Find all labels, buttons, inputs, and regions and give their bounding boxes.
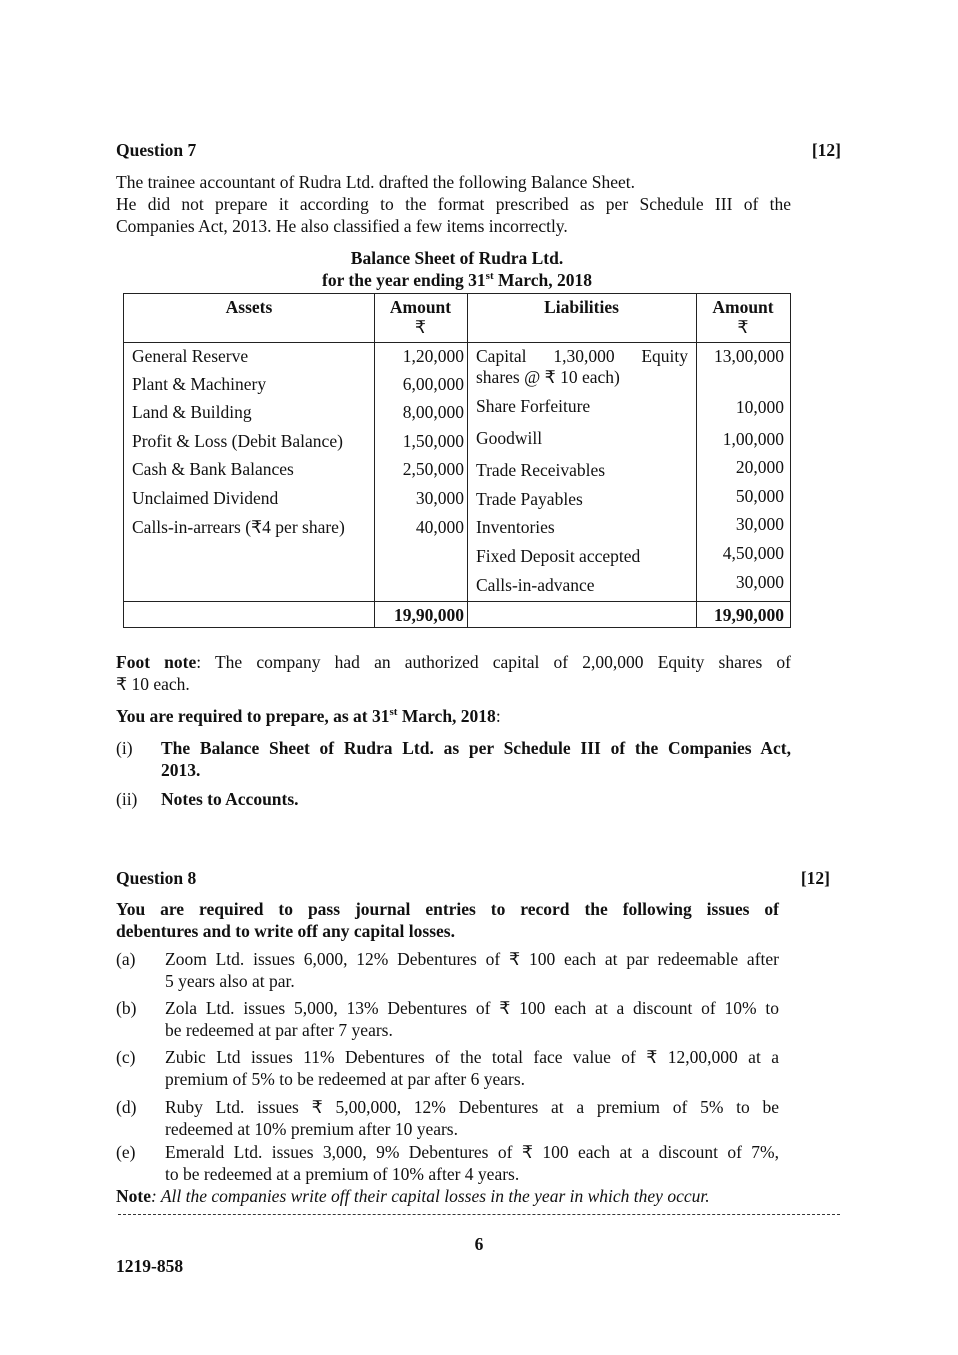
liability-amount: 1,00,000 <box>722 429 784 449</box>
footnote-text: : The company had an authorized capital of 2,00,000 Equity shares of <box>196 652 791 672</box>
item-text-line2: 5 years also at par. <box>165 971 295 991</box>
item-text-line1: Zola Ltd. issues 5,000, 13% Debentures of ₹ 100 each at a discount of 10% to <box>165 998 779 1018</box>
asset-amount: 6,00,000 <box>402 374 464 394</box>
total-divider <box>124 601 790 602</box>
liability-amount: 50,000 <box>735 486 784 506</box>
footnote-label: Foot note <box>116 652 197 672</box>
asset-label: Profit & Loss (Debit Balance) <box>132 431 343 451</box>
part-text-line1: Notes to Accounts. <box>161 789 299 809</box>
item-text-line2: to be redeemed at a premium of 10% after 4 years. <box>165 1164 520 1184</box>
q8-intro-line-1: You are required to pass journal entries to record the following issues of <box>116 899 779 919</box>
liability-label-capital <box>476 345 688 367</box>
liability-label: Inventories <box>476 517 555 537</box>
total-liabilities: 19,90,000 <box>714 605 784 625</box>
subtitle-sup: st <box>485 270 494 282</box>
subtitle-text: for the year ending 31 <box>322 270 486 290</box>
balance-sheet-title: Balance Sheet of Rudra Ltd. <box>350 248 564 268</box>
footnote-line-2: ₹ 10 each. <box>116 674 190 694</box>
item-text-line2: be redeemed at par after 7 years. <box>165 1020 393 1040</box>
col-divider <box>467 294 468 627</box>
item-label: (e) <box>116 1142 136 1162</box>
q7-intro-line-3: Companies Act, 2013. He also classified a few items incorrectly. <box>116 216 568 236</box>
item-label: (c) <box>116 1047 136 1067</box>
item-text-line1: Zubic Ltd issues 11% Debentures of the total face value of ₹ 12,00,000 at a <box>165 1047 779 1067</box>
required-colon: : <box>495 706 501 726</box>
item-text-line1: Ruby Ltd. issues ₹ 5,00,000, 12% Debentures at a premium of 5% to be <box>165 1097 779 1117</box>
liability-label: Fixed Deposit accepted <box>476 546 641 566</box>
liability-label: Calls-in-advance <box>476 575 595 595</box>
header-liabilities: Liabilities <box>544 297 619 317</box>
item-text-line2: redeemed at 10% premium after 10 years. <box>165 1119 458 1139</box>
asset-label: Calls-in-arrears (₹4 per share) <box>132 517 345 537</box>
balance-sheet-table <box>123 293 791 628</box>
q8-intro-line-2: debentures and to write off any capital losses. <box>116 921 455 941</box>
header-amount-liabilities: Amount <box>712 297 774 317</box>
balance-sheet-subtitle <box>123 269 791 291</box>
required-text-post: March, 2018 <box>397 706 496 726</box>
question-8-marks: [12] <box>800 868 830 888</box>
note-label: Note <box>116 1186 151 1206</box>
question-7-title: Question 7 <box>116 140 197 160</box>
asset-label: Unclaimed Dividend <box>132 488 279 508</box>
liability-label: Trade Payables <box>476 489 583 509</box>
asset-label: Cash & Bank Balances <box>132 459 294 479</box>
part-label: (i) <box>116 738 133 758</box>
word: Equity <box>641 346 688 366</box>
asset-amount: 1,50,000 <box>402 431 464 451</box>
asset-label: Land & Building <box>132 402 252 422</box>
liability-label: Goodwill <box>476 428 543 448</box>
header-divider <box>124 342 790 343</box>
part-label: (ii) <box>116 789 138 809</box>
asset-amount: 1,20,000 <box>402 346 464 366</box>
question-7-marks: [12] <box>811 140 841 160</box>
item-text-line2: premium of 5% to be redeemed at par after 6 years. <box>165 1069 526 1089</box>
asset-amount: 30,000 <box>415 488 464 508</box>
header-assets: Assets <box>225 297 273 317</box>
required-heading <box>116 705 501 727</box>
part-text-line1: The Balance Sheet of Rudra Ltd. as per Schedule III of the Companies Act, <box>161 738 791 758</box>
page-number: 6 <box>474 1234 484 1254</box>
subtitle-text-post: March, 2018 <box>493 270 592 290</box>
word: 1,30,000 <box>553 346 615 366</box>
footer-divider <box>118 1214 840 1215</box>
part-text-line2: 2013. <box>161 760 201 780</box>
rupee-unit: ₹ <box>737 317 749 337</box>
required-sup: st <box>389 706 398 718</box>
word: Capital <box>476 346 527 366</box>
footnote-line-1 <box>116 651 791 673</box>
asset-amount: 8,00,000 <box>402 402 464 422</box>
liability-label: Share Forfeiture <box>476 396 591 416</box>
q8-note <box>116 1185 710 1207</box>
asset-amount: 40,000 <box>415 517 464 537</box>
item-label: (d) <box>116 1097 137 1117</box>
header-amount-assets: Amount <box>389 297 452 317</box>
required-text: You are required to prepare, as at 31 <box>116 706 390 726</box>
paper-code: 1219-858 <box>116 1256 184 1276</box>
liability-label: Trade Receivables <box>476 460 606 480</box>
rupee-unit: ₹ <box>414 317 427 337</box>
item-text-line1: Zoom Ltd. issues 6,000, 12% Debentures of ₹ 100 each at par redeemable after <box>165 949 779 969</box>
liability-amount: 20,000 <box>735 457 784 477</box>
liability-amount: 13,00,000 <box>714 346 784 366</box>
note-text: : All the companies write off their capital losses in the year in which they occur. <box>150 1186 710 1206</box>
liability-label-capital-line2: shares @ ₹ 10 each) <box>476 367 620 387</box>
question-8-title: Question 8 <box>116 868 197 888</box>
item-label: (b) <box>116 998 137 1018</box>
liability-amount: 30,000 <box>735 514 784 534</box>
liability-amount: 30,000 <box>735 572 784 592</box>
item-text-line1: Emerald Ltd. issues 3,000, 9% Debentures of ₹ 100 each at a discount of 7%, <box>165 1142 779 1162</box>
asset-amount: 2,50,000 <box>402 459 464 479</box>
liability-amount: 4,50,000 <box>722 543 784 563</box>
item-label: (a) <box>116 949 136 969</box>
q7-intro-line-2: He did not prepare it according to the format prescribed as per Schedule III of the <box>116 194 791 214</box>
liability-amount: 10,000 <box>735 397 784 417</box>
asset-label: General Reserve <box>132 346 249 366</box>
total-assets: 19,90,000 <box>394 605 464 625</box>
asset-label: Plant & Machinery <box>132 374 267 394</box>
q7-intro-line-1: The trainee accountant of Rudra Ltd. drafted the following Balance Sheet. <box>116 172 635 192</box>
